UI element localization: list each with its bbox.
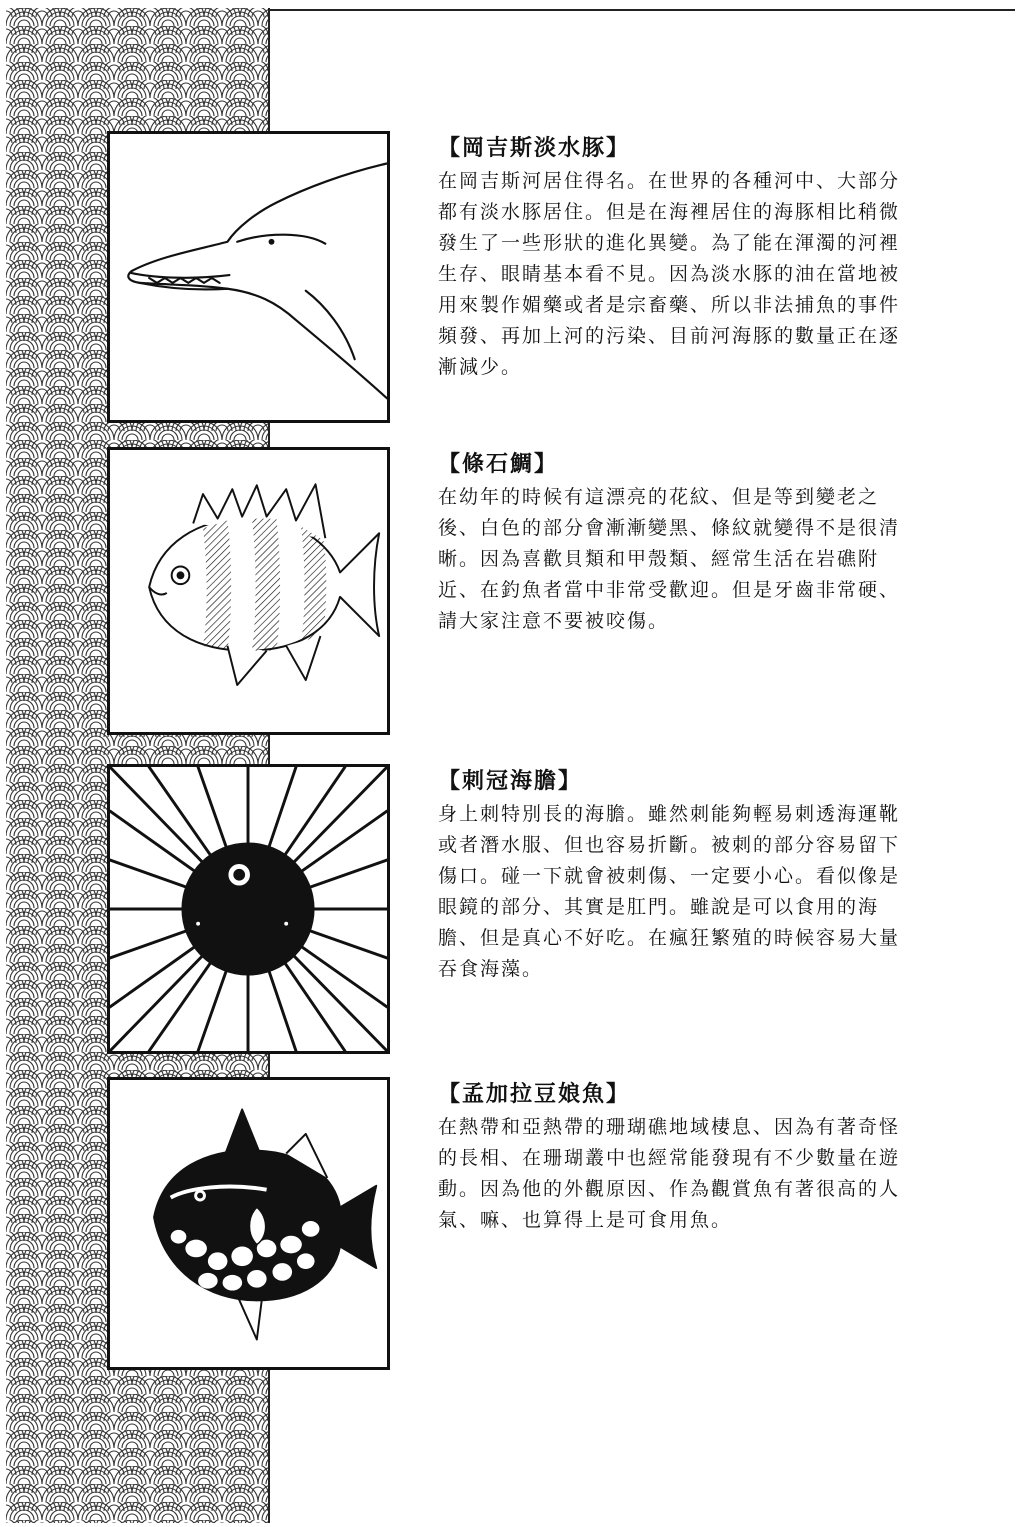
entry-description: 在幼年的時候有這漂亮的花紋、但是等到變老之後、白色的部分會漸漸變黑、條紋就變得不是很清晰。因為喜歡貝類和甲殼類、經常生活在岩礁附近、在釣魚者當中非常受歡迎。但是牙齒非常硬、請大家注意不要被咬傷。	[438, 486, 901, 632]
entry-striped-beakfish	[438, 447, 938, 637]
entry-description: 身上刺特別長的海膽。雖然刺能夠輕易刺透海運靴或者潛水服、但也容易折斷。被刺的部分容易留下傷口。碰一下就會被刺傷、一定要小心。看似像是眼鏡的部分、其實是肛門。雖說是可以食用的海膽、但是真心不好吃。在瘋狂繁殖的時候容易大量吞食海藻。	[438, 803, 901, 980]
entry-sea-urchin	[438, 764, 938, 985]
entry-title: 【孟加拉豆娘魚】	[438, 1082, 631, 1107]
entry-title: 【刺冠海膽】	[438, 769, 583, 794]
entry-title: 【岡吉斯淡水豚】	[438, 136, 631, 161]
entry-description: 在岡吉斯河居住得名。在世界的各種河中、大部分都有淡水豚居住。但是在海裡居住的海豚相比稍微發生了一些形狀的進化異變。為了能在渾濁的河裡生存、眼睛基本看不見。因為淡水豚的油在當地被用來製作媚藥或者是宗畜藥、所以非法捕魚的事件頻發、再加上河的污染、目前河海豚的數量正在逐漸減少。	[438, 170, 901, 378]
illustration-river-dolphin	[107, 131, 390, 423]
entry-river-dolphin	[438, 131, 938, 383]
entry-clown-triggerfish	[438, 1077, 938, 1236]
top-border-line	[270, 9, 1015, 11]
entry-description: 在熱帶和亞熱帶的珊瑚礁地域棲息、因為有著奇怪的長相、在珊瑚叢中也經常能發現有不少數量在遊動。因為他的外觀原因、作為觀賞魚有著很高的人氣、嘛、也算得上是可食用魚。	[438, 1116, 901, 1231]
illustration-clown-triggerfish	[107, 1077, 390, 1370]
illustration-sea-urchin	[107, 764, 390, 1054]
entry-title: 【條石鯛】	[438, 452, 559, 477]
illustration-striped-beakfish	[107, 447, 390, 735]
